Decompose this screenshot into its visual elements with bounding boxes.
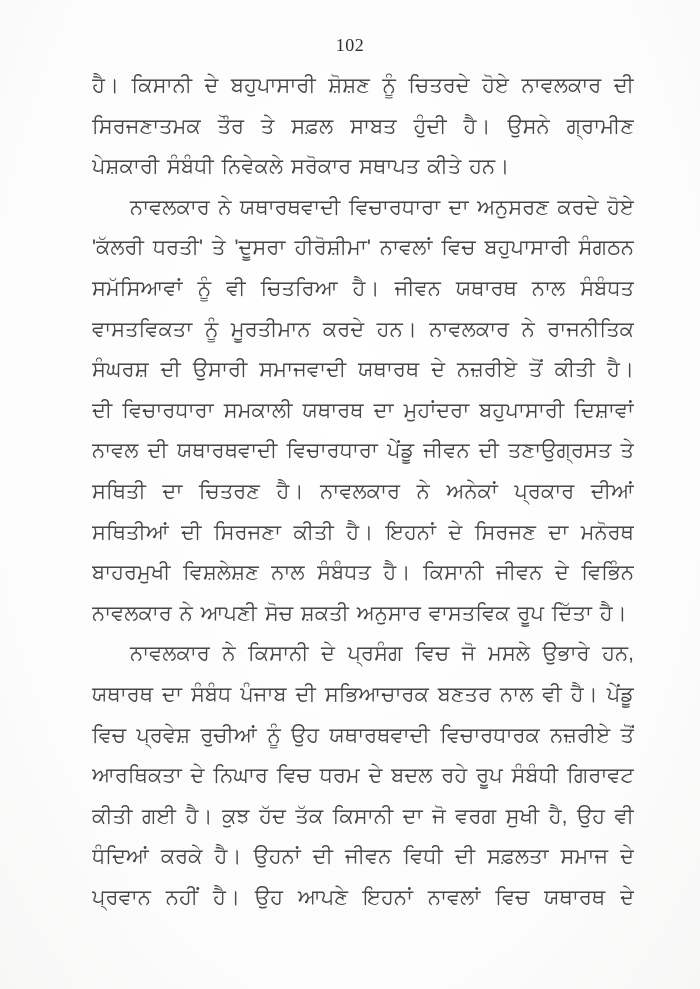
text-line: ਸਥਿਤੀ ਦਾ ਚਿਤਰਣ ਹੈ। ਨਾਵਲਕਾਰ ਨੇ ਅਨੇਕਾਂ ਪ੍ਰਕਾਰ ਦੀਆਂ xyxy=(92,479,634,503)
text-line: ਆਰਥਿਕਤਾ ਦੇ ਨਿਘਾਰ ਵਿਚ ਧਰਮ ਦੇ ਬਦਲ ਰਹੇ ਰੂਪ ਸੰਬੰਧੀ ਗਿਰਾਵਟ xyxy=(92,764,634,788)
text-line: ਸਮੱਸਿਆਵਾਂ ਨੂੰ ਵੀ ਚਿਤਰਿਆ ਹੈ। ਜੀਵਨ ਯਥਾਰਥ ਨਾਲ ਸੰਬੰਧਤ xyxy=(92,276,634,300)
text-line: ਸਿਰਜਣਾਤਮਕ ਤੌਰ ਤੇ ਸਫ਼ਲ ਸਾਬਤ ਹੁੰਦੀ ਹੈ। ਉਸਨੇ ਗ੍ਰਾਮੀਣ xyxy=(92,114,634,138)
text-line: ਨਾਵਲ ਦੀ ਯਥਾਰਥਵਾਦੀ ਵਿਚਾਰਧਾਰਾ ਪੇਂਡੂ ਜੀਵਨ ਦੀ ਤਣਾਉਗ੍ਰਸਤ ਤੇ xyxy=(92,439,634,463)
text-line: ਯਥਾਰਥ ਦਾ ਸੰਬੰਧ ਪੰਜਾਬ ਦੀ ਸਭਿਆਚਾਰਕ ਬਣਤਰ ਨਾਲ ਵੀ ਹੈ। ਪੇਂਡੂ xyxy=(92,682,634,706)
text-line paragraph-start: ਨਾਵਲਕਾਰ ਨੇ ਕਿਸਾਨੀ ਦੇ ਪ੍ਰਸੰਗ ਵਿਚ ਜੋ ਮਸਲੇ ਉਭਾਰੇ ਹਨ, xyxy=(130,642,634,666)
page-number: 102 xyxy=(335,35,365,55)
text-line: ਪ੍ਰਵਾਨ ਨਹੀਂ ਹੈ। ਉਹ ਆਪਣੇ ਇਹਨਾਂ ਨਾਵਲਾਂ ਵਿਚ ਯਥਾਰਥ ਦੇ xyxy=(92,885,634,909)
text-line paragraph-end: ਨਾਵਲਕਾਰ ਨੇ ਆਪਣੀ ਸੋਚ ਸ਼ਕਤੀ ਅਨੁਸਾਰ ਵਾਸਤਵਿਕ ਰੂਪ ਦਿੱਤਾ ਹੈ। xyxy=(92,601,627,625)
text-line: ਬਾਹਰਮੁਖੀ ਵਿਸ਼ਲੇਸ਼ਣ ਨਾਲ ਸੰਬੰਧਤ ਹੈ। ਕਿਸਾਨੀ ਜੀਵਨ ਦੇ ਵਿਭਿੰਨ xyxy=(92,561,634,585)
text-line: ਹੈ। ਕਿਸਾਨੀ ਦੇ ਬਹੁਪਾਸਾਰੀ ਸ਼ੋਸ਼ਣ ਨੂੰ ਚਿਤਰਦੇ ਹੋਏ ਨਾਵਲਕਾਰ ਦੀ xyxy=(92,74,634,97)
text-line: ਸੰਘਰਸ਼ ਦੀ ਉਸਾਰੀ ਸਮਾਜਵਾਦੀ ਯਥਾਰਥ ਦੇ ਨਜ਼ਰੀਏ ਤੋਂ ਕੀਤੀ ਹੈ। xyxy=(92,358,634,382)
text-line paragraph-end: ਪੇਸ਼ਕਾਰੀ ਸੰਬੰਧੀ ਨਿਵੇਕਲੇ ਸਰੋਕਾਰ ਸਥਾਪਤ ਕੀਤੇ ਹਨ। xyxy=(92,155,510,179)
text-line: ਵਾਸਤਵਿਕਤਾ ਨੂੰ ਮੂਰਤੀਮਾਨ ਕਰਦੇ ਹਨ। ਨਾਵਲਕਾਰ ਨੇ ਰਾਜਨੀਤਿਕ xyxy=(92,317,634,341)
text-line paragraph-start: ਨਾਵਲਕਾਰ ਨੇ ਯਥਾਰਥਵਾਦੀ ਵਿਚਾਰਧਾਰਾ ਦਾ ਅਨੁਸਰਣ ਕਰਦੇ ਹੋਏ xyxy=(130,195,634,219)
text-line: ਕੀਤੀ ਗਈ ਹੈ। ਕੁਝ ਹੱਦ ਤੱਕ ਕਿਸਾਨੀ ਦਾ ਜੋ ਵਰਗ ਸੁਖੀ ਹੈ, ਉਹ ਵੀ xyxy=(92,804,634,828)
text-line: ਧੰਦਿਆਂ ਕਰਕੇ ਹੈ। ਉਹਨਾਂ ਦੀ ਜੀਵਨ ਵਿਧੀ ਦੀ ਸਫ਼ਲਤਾ ਸਮਾਜ ਦੇ xyxy=(92,845,634,869)
text-line: ਸਥਿਤੀਆਂ ਦੀ ਸਿਰਜਣਾ ਕੀਤੀ ਹੈ। ਇਹਨਾਂ ਦੇ ਸਿਰਜਣ ਦਾ ਮਨੋਰਥ xyxy=(92,520,634,544)
text-line: ਵਿਚ ਪ੍ਰਵੇਸ਼ ਰੁਚੀਆਂ ਨੂੰ ਉਹ ਯਥਾਰਥਵਾਦੀ ਵਿਚਾਰਧਾਰਕ ਨਜ਼ਰੀਏ ਤੋਂ xyxy=(92,723,634,747)
body-text xyxy=(92,66,634,918)
text-line: ਦੀ ਵਿਚਾਰਧਾਰਾ ਸਮਕਾਲੀ ਯਥਾਰਥ ਦਾ ਮੁਹਾਂਦਰਾ ਬਹੁਪਾਸਾਰੀ ਦਿਸ਼ਾਵਾਂ xyxy=(92,398,634,422)
text-line: 'ਕੱਲਰੀ ਧਰਤੀ' ਤੇ 'ਦੂਸਰਾ ਹੀਰੋਸ਼ੀਮਾ' ਨਾਵਲਾਂ ਵਿਚ ਬਹੁਪਾਸਾਰੀ ਸੰਗਠਨ xyxy=(92,236,634,260)
